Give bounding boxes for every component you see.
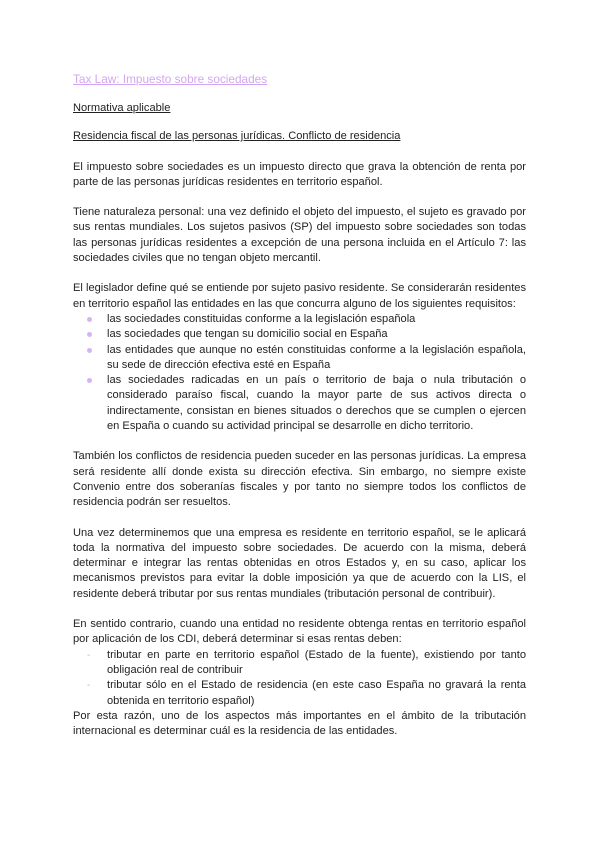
list-item-text: las sociedades constituidas conforme a la legislación española <box>107 312 416 325</box>
dash-icon: - <box>87 680 91 692</box>
paragraph-2: Tiene naturaleza personal: una vez definido el objeto del impuesto, el sujeto es gravado por sus rentas mundiales. Los sujetos pasivos (SP) del impuesto sobre sociedades son todas las personas jurídicas residentes a excepción de una persona incluida en el Artículo 7: las sociedades civiles que no tengan objeto mercantil. <box>73 206 526 265</box>
paragraph-5: Una vez determinemos que una empresa es residente en territorio español, se le aplicará toda la normativa del impuesto sobre sociedades. De acuerdo con la misma, deberá determinar e integrar las rentas obtenidas en otros Estados y, en su caso, aplicar los mecanismos previstos para evitar la doble imposición ya que de acuerdo con la LIS, el residente deberá tributar por sus rentas mundiales (tributación personal de contribuir). <box>73 526 526 600</box>
bullet-icon <box>87 332 92 337</box>
paragraph-4: También los conflictos de residencia pueden suceder en las personas jurídicas. La empresa será residente allí donde exista su dirección efectiva. Sin embargo, no siempre existe Convenio entre dos soberanías fiscales y por tanto no siempre todos los conflictos de residencia podrán ser resueltos. <box>73 450 526 509</box>
list-item-text: tributar sólo en el Estado de residencia (en este caso España no gravará la renta obtenida en territorio español) <box>107 679 526 707</box>
paragraph-3: El legislador define qué se entiende por sujeto pasivo residente. Se considerarán residentes en territorio español las entidades en las que concurra alguno de los siguientes requisitos: <box>73 282 526 310</box>
list-item-text: las sociedades que tengan su domicilio social en España <box>107 328 388 341</box>
bullet-icon <box>87 348 92 353</box>
paragraph-1: El impuesto sobre sociedades es un impuesto directo que grava la obtención de renta por parte de las personas jurídicas residentes en territorio español. <box>73 160 526 188</box>
bullet-icon <box>87 378 92 383</box>
list-item-text: las sociedades radicadas en un país o territorio de baja o nula tributación o considerado paraíso fiscal, cuando la mayor parte de sus activos directa o indirectamente, consistan en bienes situados o derechos que se cumplen o ejercen en España o cuando su actividad principal se desarrolle en dicho territorio. <box>107 374 526 433</box>
list-item-text: las entidades que aunque no estén constituidas conforme a la legislación española, su sede de dirección efectiva esté en España <box>107 343 526 371</box>
list-item <box>73 648 526 679</box>
paragraph-6: En sentido contrario, cuando una entidad no residente obtenga rentas en territorio español por aplicación de los CDI, deberá determinar si esas rentas deben: <box>73 618 526 646</box>
list-item-text: tributar en parte en territorio español (Estado de la fuente), existiendo por tanto obligación real de contribuir <box>107 648 526 676</box>
dash-list <box>73 648 526 709</box>
list-item <box>73 327 526 342</box>
bullet-list <box>73 312 526 434</box>
paragraph-7: Por esta razón, uno de los aspectos más importantes en el ámbito de la tributación internacional es determinar cuál es la residencia de las entidades. <box>73 709 526 738</box>
section-heading: Normativa aplicable <box>73 102 171 114</box>
dash-icon: - <box>87 649 91 661</box>
document-title: Tax Law: Impuesto sobre sociedades <box>73 72 268 86</box>
list-item <box>73 373 526 434</box>
list-item <box>73 343 526 374</box>
bullet-icon <box>87 317 92 322</box>
document-page <box>73 72 526 739</box>
subsection-heading: Residencia fiscal de las personas jurídicas. Conflicto de residencia <box>73 130 401 143</box>
list-item <box>73 678 526 709</box>
list-item <box>73 312 526 327</box>
